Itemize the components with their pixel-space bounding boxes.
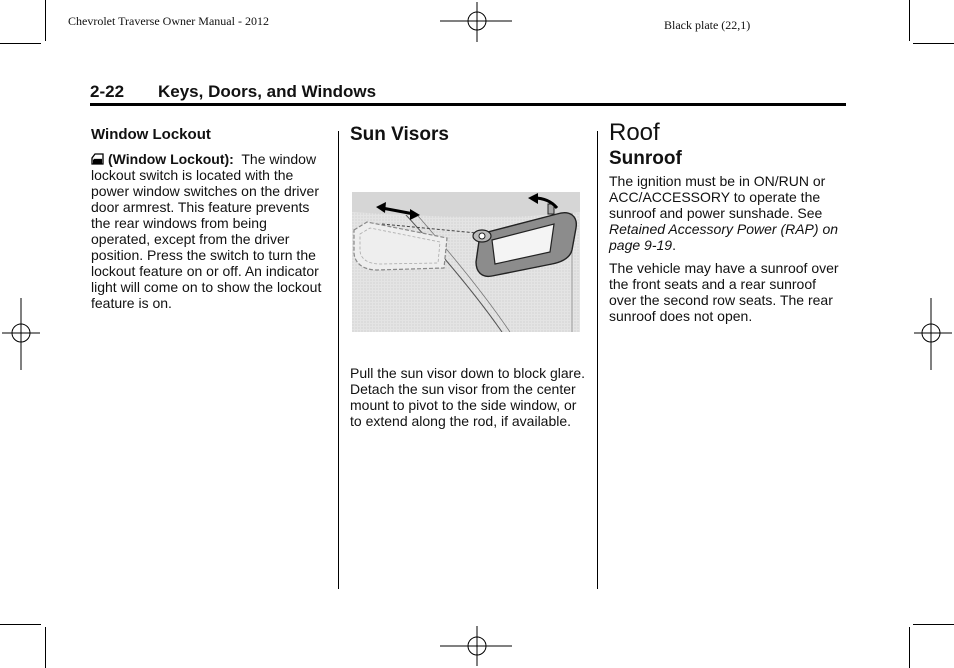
sun-visor-illustration (352, 192, 580, 332)
book-title: Chevrolet Traverse Owner Manual - 2012 (68, 14, 269, 28)
sunroof-paragraph-1 (609, 173, 845, 253)
window-lockout-label: (Window Lockout): (108, 151, 234, 167)
registration-target-icon (0, 296, 42, 372)
sunroof-paragraph-1-end: . (672, 237, 676, 253)
sunroof-paragraph-2: The vehicle may have a sunroof over the front seats and a rear sunroof over the second row seats. The rear sunroof does not open. (609, 260, 839, 324)
roof-column (609, 119, 845, 324)
sunroof-heading: Sunroof (609, 148, 682, 169)
section-title: Keys, Doors, and Windows (158, 82, 377, 101)
sun-visors-paragraph: Pull the sun visor down to block glare. Detach the sun visor from the center mount to pivot to the side window, or to extend along the rod, if available. (350, 365, 586, 429)
registration-target-icon (912, 296, 954, 372)
plate-label: Black plate (22,1) (664, 18, 751, 32)
window-lockout-heading: Window Lockout (91, 126, 211, 143)
window-lockout-body: The window lockout switch is located with the power window switches on the driver door armrest. This feature prevents the rear windows from being operated, except from the driver position. Press the switch to turn the lockout feature on or off. An indicator light will come on to show the lockout feature is on. (91, 151, 322, 311)
crop-mark (909, 0, 910, 41)
crop-mark (913, 624, 954, 625)
sun-visors-text (350, 365, 586, 429)
page-number: 2-22 (90, 82, 125, 101)
window-lockout-icon (91, 153, 104, 165)
window-lockout-column (91, 127, 327, 311)
crop-mark (0, 624, 41, 625)
column-divider (338, 131, 339, 589)
section-header (90, 81, 846, 106)
registration-target-icon (440, 626, 516, 668)
crop-mark (913, 43, 954, 44)
rap-reference-link[interactable]: Retained Accessory Power (RAP) on page 9-19 (609, 221, 839, 253)
sun-visors-column (350, 124, 586, 145)
sun-visors-heading: Sun Visors (350, 124, 449, 145)
roof-heading: Roof (609, 119, 660, 146)
crop-mark (909, 627, 910, 668)
registration-target-icon (440, 0, 516, 42)
column-divider (597, 131, 598, 589)
crop-mark (0, 43, 41, 44)
sunroof-paragraph-1-text: The ignition must be in ON/RUN or ACC/ACCESSORY to operate the sunroof and power sunshade. See (609, 173, 826, 221)
crop-mark (45, 627, 46, 668)
crop-mark (45, 0, 46, 41)
window-lockout-paragraph (91, 151, 327, 311)
